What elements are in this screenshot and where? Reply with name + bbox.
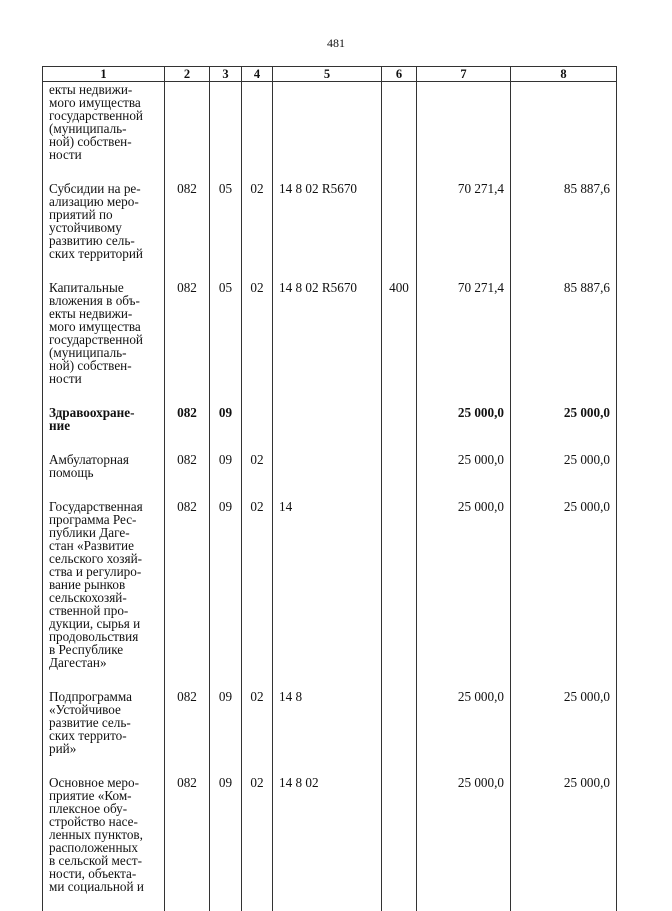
cell-amount-year2: 85 887,6 bbox=[511, 278, 617, 403]
item-name-line: устойчивому bbox=[49, 221, 162, 234]
item-name-line: программа Рес- bbox=[49, 513, 162, 526]
item-name-line: государственной bbox=[49, 109, 162, 122]
item-name-line: «Устойчивое bbox=[49, 703, 162, 716]
item-name-line: в Республике bbox=[49, 643, 162, 656]
item-name-line: плексное обу- bbox=[49, 802, 162, 815]
cell-section: 09 bbox=[210, 403, 242, 450]
cell-amount-year2: 25 000,0 bbox=[511, 497, 617, 687]
item-name-line: (муниципаль- bbox=[49, 122, 162, 135]
item-name-line: развитие сель- bbox=[49, 716, 162, 729]
cell-subsection: 02 bbox=[242, 497, 273, 687]
item-name-line: ности bbox=[49, 148, 162, 161]
cell-amount-year1 bbox=[417, 82, 511, 180]
column-header: 2 bbox=[165, 67, 210, 82]
cell-amount-year1: 25 000,0 bbox=[417, 497, 511, 687]
cell-target-article bbox=[273, 403, 382, 450]
cell-target-article: 14 bbox=[273, 497, 382, 687]
cell-amount-year1: 25 000,0 bbox=[417, 450, 511, 497]
cell-subsection bbox=[242, 82, 273, 180]
item-name-line: (муниципаль- bbox=[49, 346, 162, 359]
cell-subsection: 02 bbox=[242, 179, 273, 278]
table-row bbox=[43, 450, 617, 497]
cell-expense-type bbox=[382, 450, 417, 497]
item-name-line: вание рынков bbox=[49, 578, 162, 591]
item-name-line: ленных пунктов, bbox=[49, 828, 162, 841]
budget-table bbox=[42, 66, 617, 911]
cell-target-article: 14 8 bbox=[273, 687, 382, 773]
item-name-line: публики Даге- bbox=[49, 526, 162, 539]
cell-amount-year1: 25 000,0 bbox=[417, 773, 511, 911]
item-name-line: приятие «Ком- bbox=[49, 789, 162, 802]
item-name-line: сельскохозяй- bbox=[49, 591, 162, 604]
cell-item-name bbox=[43, 773, 165, 911]
item-name-line: ства и регулиро- bbox=[49, 565, 162, 578]
cell-expense-type bbox=[382, 773, 417, 911]
cell-target-article bbox=[273, 82, 382, 180]
page-number: 481 bbox=[0, 36, 672, 51]
cell-section: 09 bbox=[210, 687, 242, 773]
item-name-line: ми социальной и bbox=[49, 880, 162, 893]
item-name-line: ной) собствен- bbox=[49, 359, 162, 372]
cell-target-article: 14 8 02 R5670 bbox=[273, 179, 382, 278]
item-name-line: екты недвижи- bbox=[49, 83, 162, 96]
cell-amount-year2: 25 000,0 bbox=[511, 450, 617, 497]
item-name-line: Дагестан» bbox=[49, 656, 162, 669]
cell-item-name bbox=[43, 278, 165, 403]
cell-section: 09 bbox=[210, 497, 242, 687]
table-row bbox=[43, 773, 617, 911]
cell-admin-code: 082 bbox=[165, 773, 210, 911]
item-name-line: Капитальные bbox=[49, 281, 162, 294]
cell-admin-code: 082 bbox=[165, 179, 210, 278]
item-name-line: ских террито- bbox=[49, 729, 162, 742]
cell-subsection: 02 bbox=[242, 450, 273, 497]
cell-item-name bbox=[43, 450, 165, 497]
item-name-line: государственной bbox=[49, 333, 162, 346]
column-header: 7 bbox=[417, 67, 511, 82]
item-name-line: в сельской мест- bbox=[49, 854, 162, 867]
item-name-line: вложения в объ- bbox=[49, 294, 162, 307]
column-header: 1 bbox=[43, 67, 165, 82]
column-header: 5 bbox=[273, 67, 382, 82]
cell-item-name bbox=[43, 82, 165, 180]
table-row bbox=[43, 179, 617, 278]
table-row bbox=[43, 497, 617, 687]
item-name-line: расположенных bbox=[49, 841, 162, 854]
cell-target-article: 14 8 02 R5670 bbox=[273, 278, 382, 403]
cell-target-article bbox=[273, 450, 382, 497]
item-name-line: продовольствия bbox=[49, 630, 162, 643]
cell-admin-code: 082 bbox=[165, 403, 210, 450]
cell-amount-year1: 25 000,0 bbox=[417, 403, 511, 450]
cell-expense-type bbox=[382, 82, 417, 180]
item-name-line: стан «Развитие bbox=[49, 539, 162, 552]
table-row bbox=[43, 687, 617, 773]
item-name-line: Основное меро- bbox=[49, 776, 162, 789]
item-name-line: мого имущества bbox=[49, 96, 162, 109]
item-name-line: помощь bbox=[49, 466, 162, 479]
cell-item-name bbox=[43, 497, 165, 687]
item-name-line: Амбулаторная bbox=[49, 453, 162, 466]
cell-section: 05 bbox=[210, 179, 242, 278]
cell-amount-year2: 85 887,6 bbox=[511, 179, 617, 278]
item-name-line: стройство насе- bbox=[49, 815, 162, 828]
cell-amount-year2: 25 000,0 bbox=[511, 773, 617, 911]
cell-expense-type bbox=[382, 497, 417, 687]
table-body bbox=[43, 82, 617, 911]
item-name-line: ских территорий bbox=[49, 247, 162, 260]
cell-section: 05 bbox=[210, 278, 242, 403]
cell-admin-code: 082 bbox=[165, 687, 210, 773]
table-row bbox=[43, 403, 617, 450]
item-name-line: приятий по bbox=[49, 208, 162, 221]
budget-table-container bbox=[42, 66, 616, 836]
item-name-line: Субсидии на ре- bbox=[49, 182, 162, 195]
column-header: 8 bbox=[511, 67, 617, 82]
item-name-line: Подпрограмма bbox=[49, 690, 162, 703]
cell-amount-year1: 25 000,0 bbox=[417, 687, 511, 773]
cell-section: 09 bbox=[210, 450, 242, 497]
item-name-line: Здравоохране- bbox=[49, 406, 162, 419]
item-name-line: ной) собствен- bbox=[49, 135, 162, 148]
cell-admin-code: 082 bbox=[165, 497, 210, 687]
item-name-line: ности, объекта- bbox=[49, 867, 162, 880]
header-row bbox=[43, 67, 617, 82]
cell-amount-year1: 70 271,4 bbox=[417, 278, 511, 403]
cell-subsection: 02 bbox=[242, 773, 273, 911]
item-name-line: Государственная bbox=[49, 500, 162, 513]
cell-subsection: 02 bbox=[242, 687, 273, 773]
item-name-line: ализацию меро- bbox=[49, 195, 162, 208]
cell-expense-type bbox=[382, 403, 417, 450]
item-name-line: ственной про- bbox=[49, 604, 162, 617]
table-row bbox=[43, 278, 617, 403]
item-name-line: сельского хозяй- bbox=[49, 552, 162, 565]
cell-section: 09 bbox=[210, 773, 242, 911]
column-header: 6 bbox=[382, 67, 417, 82]
cell-expense-type bbox=[382, 179, 417, 278]
cell-section bbox=[210, 82, 242, 180]
cell-subsection bbox=[242, 403, 273, 450]
item-name-line: дукции, сырья и bbox=[49, 617, 162, 630]
cell-item-name bbox=[43, 403, 165, 450]
cell-admin-code: 082 bbox=[165, 450, 210, 497]
cell-subsection: 02 bbox=[242, 278, 273, 403]
cell-item-name bbox=[43, 687, 165, 773]
cell-amount-year2: 25 000,0 bbox=[511, 403, 617, 450]
cell-expense-type: 400 bbox=[382, 278, 417, 403]
item-name-line: ности bbox=[49, 372, 162, 385]
cell-target-article: 14 8 02 bbox=[273, 773, 382, 911]
column-header: 3 bbox=[210, 67, 242, 82]
item-name-line: екты недвижи- bbox=[49, 307, 162, 320]
cell-amount-year1: 70 271,4 bbox=[417, 179, 511, 278]
item-name-line: ние bbox=[49, 419, 162, 432]
cell-expense-type bbox=[382, 687, 417, 773]
cell-amount-year2: 25 000,0 bbox=[511, 687, 617, 773]
item-name-line: мого имущества bbox=[49, 320, 162, 333]
column-header: 4 bbox=[242, 67, 273, 82]
cell-item-name bbox=[43, 179, 165, 278]
item-name-line: рий» bbox=[49, 742, 162, 755]
item-name-line: развитию сель- bbox=[49, 234, 162, 247]
cell-amount-year2 bbox=[511, 82, 617, 180]
cell-admin-code: 082 bbox=[165, 278, 210, 403]
table-row bbox=[43, 82, 617, 180]
cell-admin-code bbox=[165, 82, 210, 180]
